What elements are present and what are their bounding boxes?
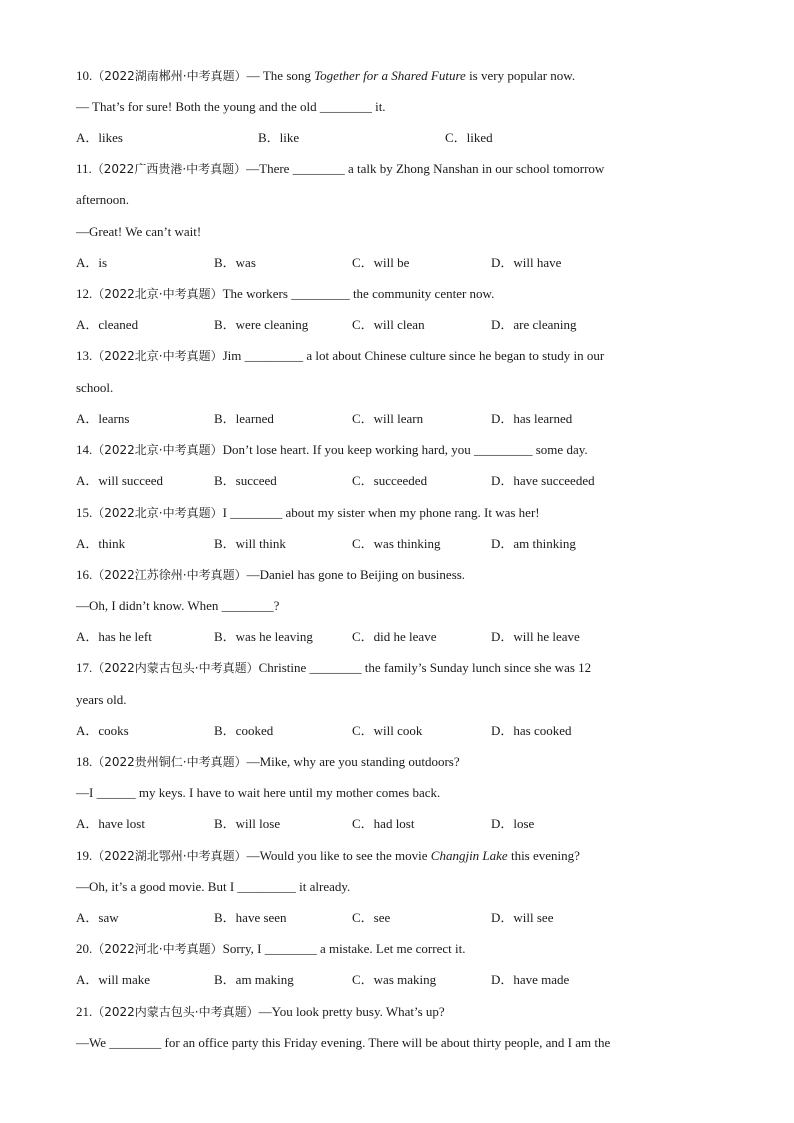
question-21-line-2: —We ________ for an office party this Friday evening. There will be about thirty people, and I am the bbox=[76, 1035, 611, 1050]
option-a[interactable]: A．saw bbox=[76, 910, 119, 925]
option-c[interactable]: C．succeeded bbox=[352, 473, 428, 488]
option-b[interactable]: B．will think bbox=[214, 536, 286, 551]
option-b[interactable]: B．cooked bbox=[214, 723, 274, 738]
question-20-stem: 20.（2022河北·中考真题）Sorry, I ________ a mistake. Let me correct it. bbox=[76, 941, 466, 956]
question-17-line-2: years old. bbox=[76, 692, 127, 707]
option-d[interactable]: D．have made bbox=[491, 972, 570, 987]
option-c[interactable]: C．will clean bbox=[352, 317, 425, 332]
option-c[interactable]: C．see bbox=[352, 910, 391, 925]
option-a[interactable]: A．has he left bbox=[76, 629, 152, 644]
option-d[interactable]: D．will see bbox=[491, 910, 554, 925]
option-a[interactable]: A．will succeed bbox=[76, 473, 164, 488]
option-c[interactable]: C．had lost bbox=[352, 816, 415, 831]
question-11-line-3: —Great! We can’t wait! bbox=[76, 224, 202, 239]
question-13-line-2: school. bbox=[76, 380, 114, 395]
question-10-stem: 10.（2022湖南郴州·中考真题）— The song Together for a Shared Future is very popular now. bbox=[76, 68, 576, 83]
question-19-stem: 19.（2022湖北鄂州·中考真题）—Would you like to see the movie Changjin Lake this evening? bbox=[76, 848, 580, 863]
option-a[interactable]: A．will make bbox=[76, 972, 151, 987]
option-b[interactable]: B．were cleaning bbox=[214, 317, 309, 332]
option-c[interactable]: C．will learn bbox=[352, 411, 424, 426]
option-b[interactable]: B．will lose bbox=[214, 816, 281, 831]
question-13-stem: 13.（2022北京·中考真题）Jim _________ a lot about Chinese culture since he began to study in our bbox=[76, 348, 605, 363]
option-a[interactable]: A．have lost bbox=[76, 816, 145, 831]
option-d[interactable]: D．will he leave bbox=[491, 629, 580, 644]
option-a[interactable]: A．cleaned bbox=[76, 317, 139, 332]
question-16-stem: 16.（2022江苏徐州·中考真题）—Daniel has gone to Beijing on business. bbox=[76, 567, 466, 582]
option-b[interactable]: B．like bbox=[258, 130, 300, 145]
question-12-stem: 12.（2022北京·中考真题）The workers _________ the community center now. bbox=[76, 286, 495, 301]
question-11-stem: 11.（2022广西贵港·中考真题）—There ________ a talk by Zhong Nanshan in our school tomorrow bbox=[76, 161, 605, 176]
option-c[interactable]: C．will be bbox=[352, 255, 410, 270]
option-c[interactable]: C．was making bbox=[352, 972, 437, 987]
option-b[interactable]: B．have seen bbox=[214, 910, 287, 925]
question-18-line-2: —I ______ my keys. I have to wait here until my mother comes back. bbox=[76, 785, 441, 800]
option-d[interactable]: D．are cleaning bbox=[491, 317, 577, 332]
option-c[interactable]: C．was thinking bbox=[352, 536, 441, 551]
question-16-line-2: —Oh, I didn’t know. When ________? bbox=[76, 598, 280, 613]
option-b[interactable]: B．was bbox=[214, 255, 256, 270]
option-d[interactable]: D．have succeeded bbox=[491, 473, 595, 488]
question-15-stem: 15.（2022北京·中考真题）I ________ about my sister when my phone rang. It was her! bbox=[76, 505, 540, 520]
option-a[interactable]: A．likes bbox=[76, 130, 123, 145]
option-d[interactable]: D．lose bbox=[491, 816, 535, 831]
question-11-line-2: afternoon. bbox=[76, 192, 130, 207]
option-a[interactable]: A．learns bbox=[76, 411, 130, 426]
option-a[interactable]: A．cooks bbox=[76, 723, 129, 738]
question-14-stem: 14.（2022北京·中考真题）Don’t lose heart. If you keep working hard, you _________ some day. bbox=[76, 442, 588, 457]
option-b[interactable]: B．was he leaving bbox=[214, 629, 313, 644]
option-a[interactable]: A．think bbox=[76, 536, 126, 551]
question-19-line-2: —Oh, it’s a good movie. But I _________ it already. bbox=[76, 879, 351, 894]
question-10-line-2: — That’s for sure! Both the young and the old ________ it. bbox=[76, 99, 386, 114]
option-b[interactable]: B．learned bbox=[214, 411, 274, 426]
question-17-stem: 17.（2022内蒙古包头·中考真题）Christine ________ the family’s Sunday lunch since she was 12 bbox=[76, 660, 592, 675]
option-d[interactable]: D．has cooked bbox=[491, 723, 572, 738]
option-c[interactable]: C．did he leave bbox=[352, 629, 437, 644]
question-21-stem: 21.（2022内蒙古包头·中考真题）—You look pretty busy. What’s up? bbox=[76, 1004, 445, 1019]
question-18-stem: 18.（2022贵州铜仁·中考真题）—Mike, why are you standing outdoors? bbox=[76, 754, 460, 769]
option-a[interactable]: A．is bbox=[76, 255, 108, 270]
option-c[interactable]: C．liked bbox=[445, 130, 493, 145]
option-b[interactable]: B．succeed bbox=[214, 473, 277, 488]
option-b[interactable]: B．am making bbox=[214, 972, 294, 987]
option-d[interactable]: D．am thinking bbox=[491, 536, 576, 551]
option-c[interactable]: C．will cook bbox=[352, 723, 423, 738]
option-d[interactable]: D．will have bbox=[491, 255, 562, 270]
option-d[interactable]: D．has learned bbox=[491, 411, 573, 426]
